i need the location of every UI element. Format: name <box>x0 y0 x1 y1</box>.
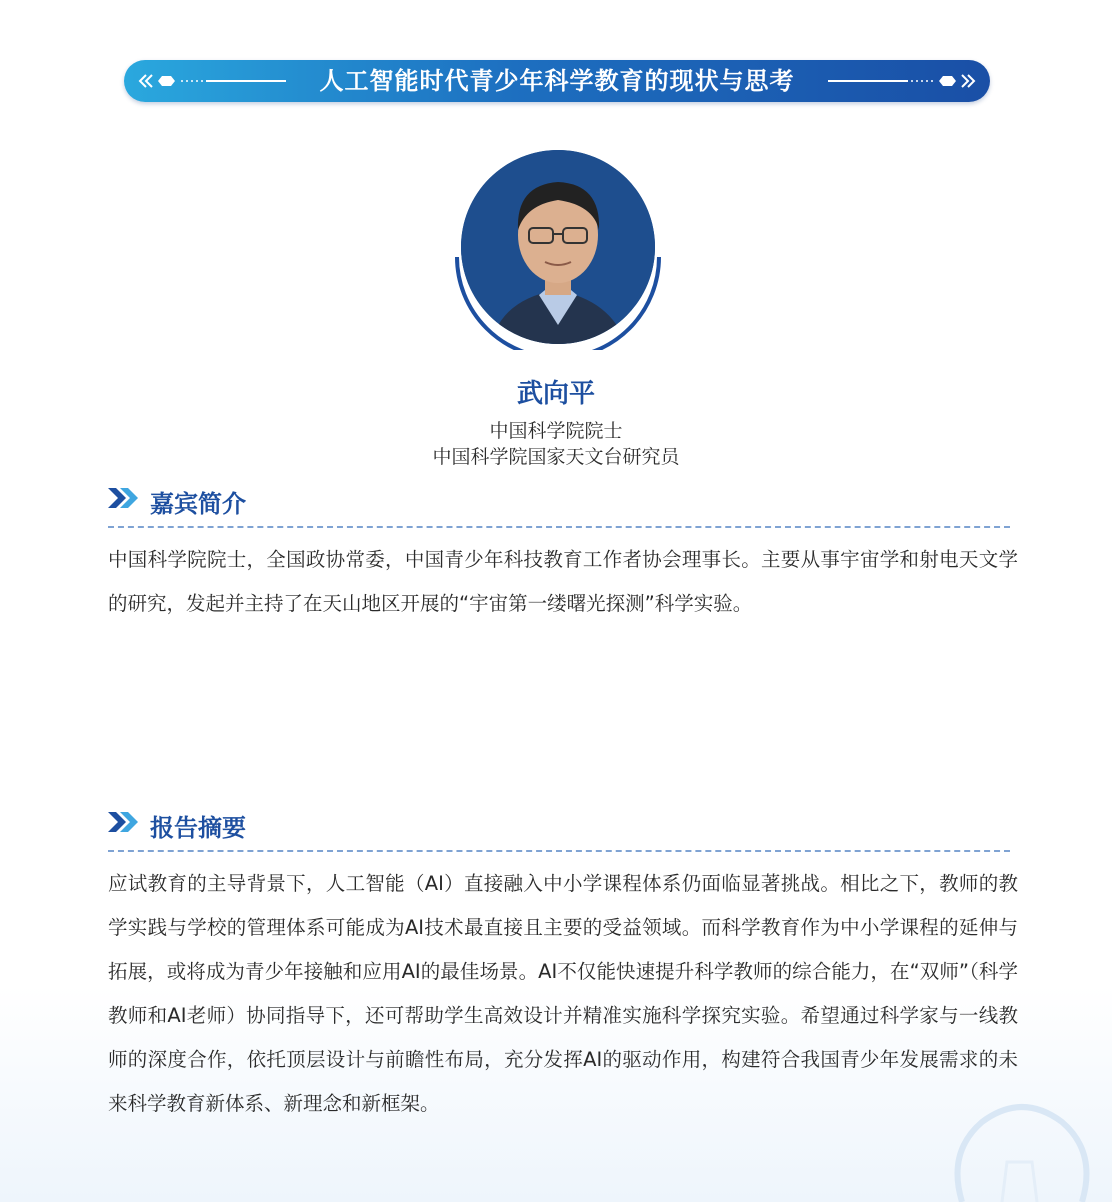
bio-text: 中国科学院院士，全国政协常委，中国青少年科技教育工作者协会理事长。主要从事宇宙学和射电天文学的研究，发起并主持了在天山地区开展的“宇宙第一缕曙光探测”科学实验。 <box>108 548 1018 615</box>
banner-right-ornament-icon <box>826 73 976 89</box>
divider <box>108 850 1010 852</box>
double-chevron-icon <box>108 488 138 508</box>
title-banner <box>124 60 990 102</box>
speaker-avatar <box>451 150 665 350</box>
abstract-heading: 报告摘要 <box>150 814 246 842</box>
abstract-text: 应试教育的主导背景下，人工智能（AI）直接融入中小学课程体系仍面临显著挑战。相比之下，教师的教学实践与学校的管理体系可能成为AI技术最直接且主要的受益领域。而科学教育作为中小学课程的延伸与拓展，或将成为青少年接触和应用AI的最佳场景。AI不仅能快速提升科学教师的综合能力，在“双师”（科学教师和AI老师）协同指导下，还可帮助学生高效设计并精准实施科学探究实验。希望通过科学家与一线教师的深度合作，依托顶层设计与前瞻性布局，充分发挥AI的驱动作用，构建符合我国青少年发展需求的未来科学教育新体系、新理念和新框架。 <box>108 872 1018 1115</box>
speaker-title-line2: 中国科学院国家天文台研究员 <box>432 446 680 468</box>
lightbulb-watermark-icon <box>732 1062 1112 1202</box>
divider <box>108 526 1010 528</box>
double-chevron-icon <box>108 812 138 832</box>
page-title: 人工智能时代青少年科学教育的现状与思考 <box>319 67 795 95</box>
speaker-name: 武向平 <box>516 379 595 409</box>
speaker-title-line1: 中国科学院院士 <box>489 420 623 442</box>
avatar-ring-icon <box>451 150 665 350</box>
bio-heading: 嘉宾简介 <box>150 490 246 518</box>
